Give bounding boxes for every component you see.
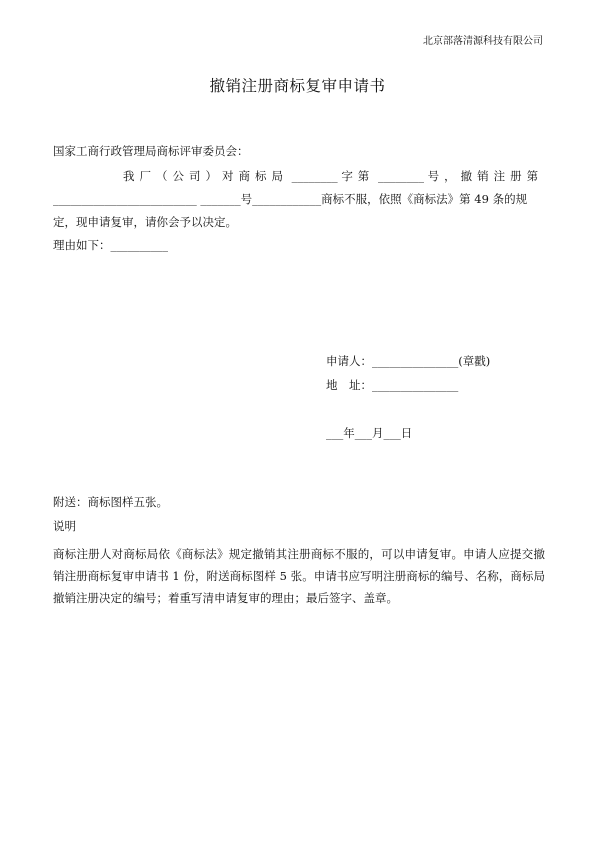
blank-field-registration-2[interactable]: _______ bbox=[200, 192, 241, 206]
para-text: 字第 bbox=[341, 169, 375, 183]
applicant-row bbox=[326, 356, 490, 368]
paragraph-line-3: 定，现申请复审，请你会予以决定。 bbox=[53, 215, 237, 229]
notes-body: 商标注册人对商标局依《商标法》规定撤销其注册商标不服的，可以申请复审。申请人应提交撤销注册商标复审申请书 1 份，附送商标图样 5 张。申请书应写明注册商标的编号、名称，商标局撤销注册决定的编号；着重写清申请复审的理由；最后签字、盖章。 bbox=[53, 547, 545, 605]
reason-field[interactable]: 理由如下：__________ bbox=[53, 238, 168, 252]
applicant-label: 申请人： bbox=[326, 354, 372, 368]
address-label: 地 址： bbox=[326, 378, 372, 392]
attachment-note: 附送：商标图样五张。 bbox=[53, 495, 168, 509]
address-row bbox=[326, 380, 458, 392]
para-text: 我厂（公司）对商标局 bbox=[123, 169, 288, 183]
para-text: 号，撤销注册第 bbox=[427, 169, 544, 183]
paragraph-line-1 bbox=[123, 171, 543, 183]
date-field[interactable]: ___年___月___日 bbox=[326, 426, 413, 440]
address-field[interactable]: _______________ bbox=[372, 378, 459, 392]
seal-note: (章戳) bbox=[458, 354, 491, 368]
document-title: 撤销注册商标复审申请书 bbox=[209, 77, 386, 95]
blank-field-registration[interactable]: _________________________ bbox=[53, 192, 197, 206]
blank-field-ref-number[interactable]: ________ bbox=[377, 169, 424, 183]
para-text: 商标不服，依照《商标法》第 49 条的规 bbox=[321, 192, 528, 206]
blank-field-trademark[interactable]: ____________ bbox=[252, 192, 322, 206]
applicant-field[interactable]: _______________ bbox=[372, 354, 459, 368]
paragraph-line-2 bbox=[53, 194, 527, 206]
para-text: 号 bbox=[240, 192, 253, 206]
company-name: 北京部落清源科技有限公司 bbox=[423, 36, 543, 47]
notes-heading: 说明 bbox=[53, 519, 76, 533]
blank-field-bureau-ref[interactable]: ________ bbox=[291, 169, 338, 183]
addressee: 国家工商行政管理局商标评审委员会： bbox=[53, 144, 249, 158]
